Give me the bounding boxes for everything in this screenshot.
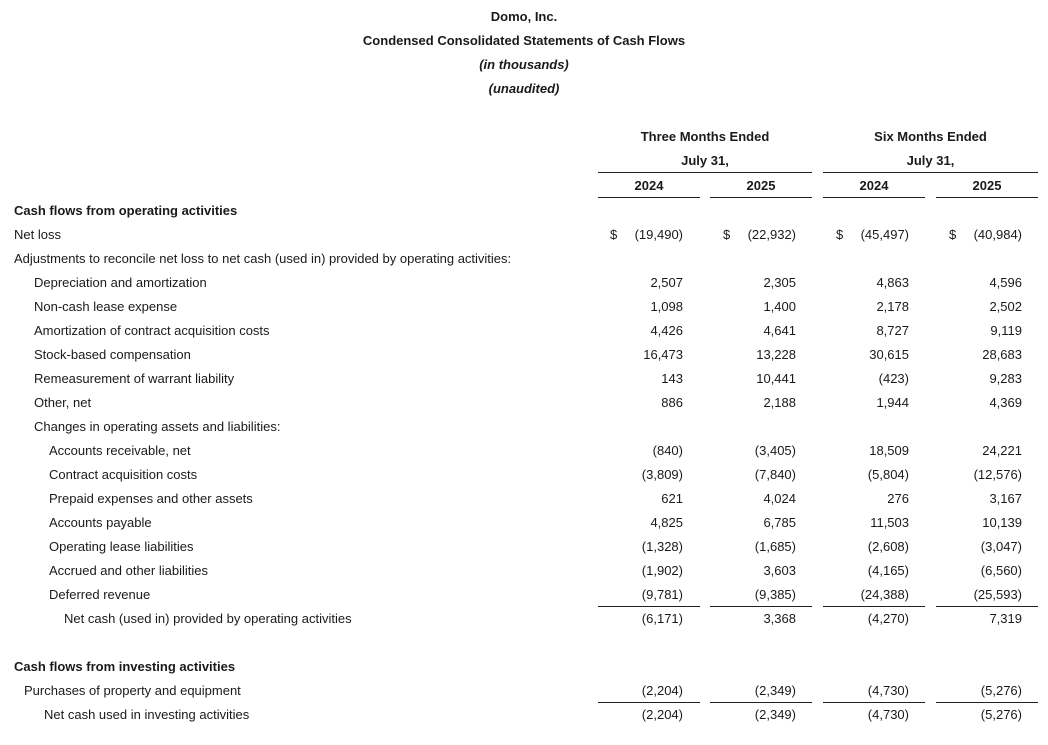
row-label: Accrued and other liabilities [49, 563, 208, 578]
units-note: (in thousands) [479, 57, 569, 72]
subtotal-rule [598, 606, 700, 607]
section-heading: Cash flows from investing activities [14, 659, 236, 674]
subtotal-rule [936, 606, 1038, 607]
row-label: Stock-based compensation [34, 347, 191, 362]
value-cell: 3,167 [989, 491, 1022, 506]
row-label: Purchases of property and equipment [24, 683, 241, 698]
value-cell: 2,502 [989, 299, 1022, 314]
value-cell: 3,603 [763, 563, 796, 578]
value-cell: (2,349) [754, 683, 796, 698]
value-cell: (2,204) [641, 683, 683, 698]
value-cell: (9,385) [754, 587, 796, 602]
value-cell: 10,441 [756, 371, 796, 386]
value-cell: 2,178 [876, 299, 909, 314]
value-cell: 6,785 [763, 515, 796, 530]
value-cell: (5,276) [980, 707, 1022, 722]
value-cell: (3,405) [754, 443, 796, 458]
subtotal-rule [598, 702, 700, 703]
value-cell: (22,932) [747, 227, 796, 242]
three-months-rule [598, 172, 812, 173]
row-label: Depreciation and amortization [34, 275, 207, 290]
currency-symbol: $ [949, 227, 957, 242]
value-cell: 886 [661, 395, 683, 410]
value-cell: 18,509 [869, 443, 909, 458]
value-cell: (6,171) [641, 611, 683, 626]
row-label: Other, net [34, 395, 92, 410]
value-cell: (5,276) [980, 683, 1022, 698]
subtotal-rule [823, 606, 925, 607]
row-label: Non-cash lease expense [34, 299, 178, 314]
year-col-4: 2025 [972, 178, 1002, 193]
row-label: Net cash (used in) provided by operating activities [64, 611, 352, 626]
six-months-heading: Six Months Ended [874, 129, 987, 144]
value-cell: (1,328) [641, 539, 683, 554]
subtotal-rule [823, 702, 925, 703]
value-cell: 4,369 [989, 395, 1022, 410]
value-cell: 10,139 [982, 515, 1022, 530]
year-col-3: 2024 [859, 178, 889, 193]
value-cell: (19,490) [634, 227, 683, 242]
row-label: Adjustments to reconcile net loss to net cash (used in) provided by operating activities: [14, 251, 512, 266]
value-cell: 276 [887, 491, 909, 506]
value-cell: (423) [878, 371, 909, 386]
value-cell: 3,368 [763, 611, 796, 626]
value-cell: 4,024 [763, 491, 796, 506]
subtotal-rule [710, 606, 812, 607]
value-cell: 9,283 [989, 371, 1022, 386]
currency-symbol: $ [836, 227, 844, 242]
year-rule-1 [598, 197, 700, 198]
section-heading: Cash flows from operating activities [14, 203, 238, 218]
row-label: Accounts receivable, net [49, 443, 191, 458]
value-cell: 30,615 [869, 347, 909, 362]
value-cell: (2,204) [641, 707, 683, 722]
value-cell: (4,165) [867, 563, 909, 578]
audit-note: (unaudited) [488, 81, 560, 96]
value-cell: (1,902) [641, 563, 683, 578]
value-cell: 7,319 [989, 611, 1022, 626]
company-name: Domo, Inc. [490, 9, 558, 24]
value-cell: (4,730) [867, 683, 909, 698]
value-cell: (1,685) [754, 539, 796, 554]
value-cell: 1,944 [876, 395, 909, 410]
value-cell: (6,560) [980, 563, 1022, 578]
value-cell: (12,576) [973, 467, 1022, 482]
value-cell: 1,400 [763, 299, 796, 314]
value-cell: (2,349) [754, 707, 796, 722]
row-label: Accounts payable [49, 515, 152, 530]
year-rule-2 [710, 197, 812, 198]
value-cell: (24,388) [860, 587, 909, 602]
year-rule-4 [936, 197, 1038, 198]
value-cell: 8,727 [876, 323, 909, 338]
row-label: Net cash used in investing activities [44, 707, 250, 722]
value-cell: 9,119 [990, 323, 1022, 338]
value-cell: (3,809) [641, 467, 683, 482]
value-cell: (40,984) [973, 227, 1022, 242]
value-cell: 143 [661, 371, 683, 386]
value-cell: (7,840) [754, 467, 796, 482]
subtotal-rule [936, 702, 1038, 703]
value-cell: 2,507 [650, 275, 683, 290]
three-months-date: July 31, [681, 153, 729, 168]
row-label: Deferred revenue [49, 587, 151, 602]
value-cell: 4,596 [989, 275, 1022, 290]
year-col-1: 2024 [634, 178, 664, 193]
value-cell: 13,228 [756, 347, 796, 362]
six-months-date: July 31, [906, 153, 955, 168]
value-cell: (45,497) [860, 227, 909, 242]
value-cell: 621 [661, 491, 683, 506]
value-cell: 2,188 [763, 395, 796, 410]
row-label: Net loss [14, 227, 61, 242]
value-cell: 4,641 [763, 323, 796, 338]
currency-symbol: $ [723, 227, 731, 242]
statement-title: Condensed Consolidated Statements of Cash Flows [362, 33, 686, 48]
currency-symbol: $ [610, 227, 618, 242]
value-cell: (25,593) [973, 587, 1022, 602]
value-cell: (5,804) [867, 467, 909, 482]
row-label: Contract acquisition costs [49, 467, 198, 482]
row-label: Remeasurement of warrant liability [34, 371, 235, 386]
value-cell: 4,825 [650, 515, 683, 530]
value-cell: 2,305 [763, 275, 796, 290]
value-cell: 11,503 [870, 515, 909, 530]
value-cell: (9,781) [641, 587, 683, 602]
three-months-heading: Three Months Ended [640, 129, 770, 144]
row-label: Prepaid expenses and other assets [49, 491, 253, 506]
year-col-2: 2025 [746, 178, 776, 193]
row-label: Amortization of contract acquisition costs [34, 323, 270, 338]
value-cell: 4,426 [650, 323, 683, 338]
value-cell: (4,730) [867, 707, 909, 722]
six-months-rule [823, 172, 1038, 173]
year-rule-3 [823, 197, 925, 198]
subtotal-rule [710, 702, 812, 703]
row-label: Changes in operating assets and liabilities: [34, 419, 281, 434]
value-cell: 28,683 [982, 347, 1022, 362]
value-cell: (4,270) [867, 611, 909, 626]
value-cell: (3,047) [980, 539, 1022, 554]
value-cell: 16,473 [643, 347, 683, 362]
value-cell: (2,608) [867, 539, 909, 554]
value-cell: 24,221 [982, 443, 1022, 458]
value-cell: 4,863 [876, 275, 909, 290]
row-label: Operating lease liabilities [49, 539, 194, 554]
value-cell: 1,098 [650, 299, 683, 314]
value-cell: (840) [652, 443, 683, 458]
